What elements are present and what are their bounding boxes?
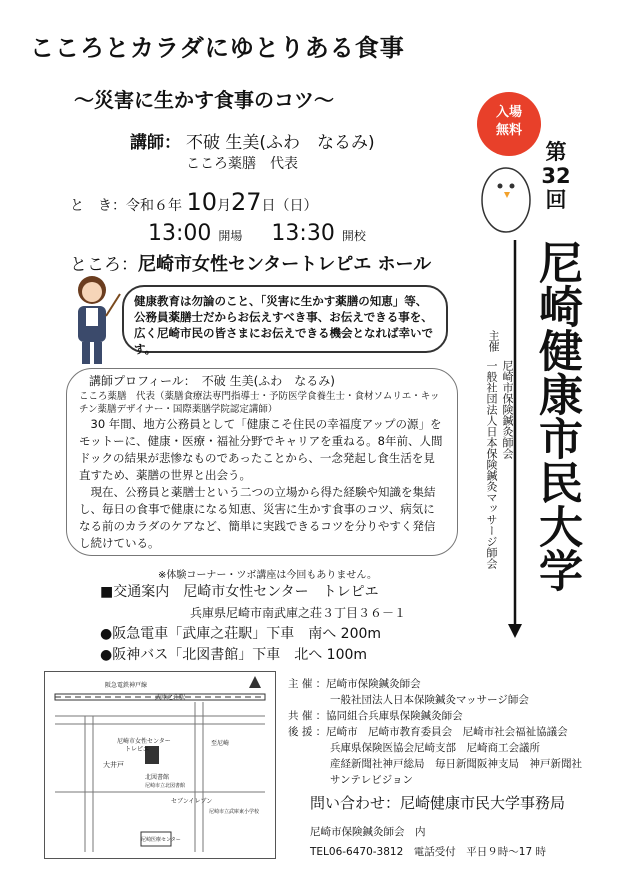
access-title: ■交通案内 尼崎市女性センター トレピエ (100, 584, 379, 600)
access-map (44, 671, 276, 859)
speaker-illustration (62, 268, 122, 368)
page-subtitle: ～災害に生かす食事のコツ～ (74, 88, 334, 112)
map-label: 尼崎市立武庫東小学校 (209, 809, 260, 815)
lecturer-label: 講師： (130, 133, 181, 153)
profile-paragraph: 現在、公務員と薬膳士という二つの立場から得た経験や知識を集結し、毎日の食事で健康になる知恵、災害に生かす食事のコツ、病気になる前のカラダのケアなど、簡単に実践できるコツを分りやすく発信し続けている。 (79, 485, 436, 550)
event-time: 13:00 開場 13:30 開校 (148, 221, 366, 246)
host-name: 尼崎市保険鍼灸師会 (501, 360, 514, 459)
notice: ※体験コーナー・ツボ講座は今回もありません。 (158, 570, 377, 581)
session-number: 第32回 (541, 140, 571, 212)
map-label: 大井戸 (103, 761, 124, 769)
lecturer-name: 不破 生美(ふわ なるみ) (186, 133, 375, 153)
vertical-title: 尼崎健康市民大学 (531, 240, 582, 592)
event-date: と き：令和６年 10月27日（日） (70, 188, 318, 216)
profile-box (66, 368, 458, 556)
map-label: 至尼崎 (211, 740, 230, 747)
map-label: トレピエ (125, 746, 150, 753)
profile-heading: 講師プロフィール： 不破 生美(ふわ なるみ) (89, 374, 335, 388)
profile-role: こころ薬膳 代表（薬膳食療法専門指導士・予防医学食養生士・食材ソムリエ・キッチン薬膳デザイナー・国際薬膳学院認定講師） (79, 391, 440, 415)
access-line: ●阪神バス「北図書館」下車 北へ 100m (100, 647, 368, 663)
lecturer-role: こころ薬膳 代表 (186, 156, 298, 172)
sponsor-list: 主 催 ：尼崎市保険鍼灸師会 一般社団法人日本保険鍼灸マッサージ師会 共 催 ：協同組合兵庫県保険鍼灸師会 後 援 ：尼崎市 尼崎市教育委員会 尼崎市社会福祉協議会 兵庫県保険医協会尼崎支部 尼崎商工会議所 産経新聞社神戸総局 毎日新聞阪神支局 神戸新聞社 サンテレビジョン (288, 678, 582, 786)
speech-bubble: 健康教育は勿論のこと、「災害に生かす薬膳の知恵」等、公務員薬膳士だからお伝えすべき事、お伝えできる事を、広く尼崎市民の皆さまにお伝えできる機会となれば幸いです。 (122, 285, 448, 353)
host-name: 一般社団法人日本保険鍼灸マッサージ師会 (485, 360, 498, 569)
access-info (100, 582, 406, 666)
page-title: こころとカラダにゆとりある食事 (30, 34, 405, 62)
contact-info: 尼崎市保険鍼灸師会 内 TEL06-6470-3812 電話受付 平日９時～17 時 (310, 826, 546, 858)
arrow-down-icon (508, 240, 522, 640)
profile-paragraph: 30 年間、地方公務員として「健康こそ住民の幸福度アップの源」をモットーに、健康・医療・福祉分野でキャリアを重ねる。8年前、人間ドックの結果が悲惨なものであったことから、一念発起し食生活を見直すため、薬膳の世界と出会う。 (79, 417, 443, 482)
map-label: 武庫之荘駅 (155, 694, 186, 701)
event-place: ところ：尼崎市女性センタートレピエ ホール (70, 254, 432, 275)
inquiry: 問い合わせ：尼崎健康市民大学事務局 (310, 794, 566, 812)
map-label: 北図書館 (145, 774, 170, 781)
map-label: 阪急電鉄神戸線 (105, 682, 148, 689)
map-label: 尼崎医療センター (141, 837, 181, 843)
host-label: 主催 (487, 330, 500, 352)
free-entry-badge: 入場 無料 (477, 92, 541, 156)
map-label: 尼崎市女性センター (117, 738, 171, 745)
access-line: ●阪急電車「武庫之荘駅」下車 南へ 200m (100, 626, 382, 642)
map-label: セブンイレブン (171, 798, 213, 805)
map-label: 尼崎市立北図書館 (145, 783, 186, 789)
access-address: 兵庫県尼崎市南武庫之荘３丁目３６－１ (190, 606, 407, 620)
